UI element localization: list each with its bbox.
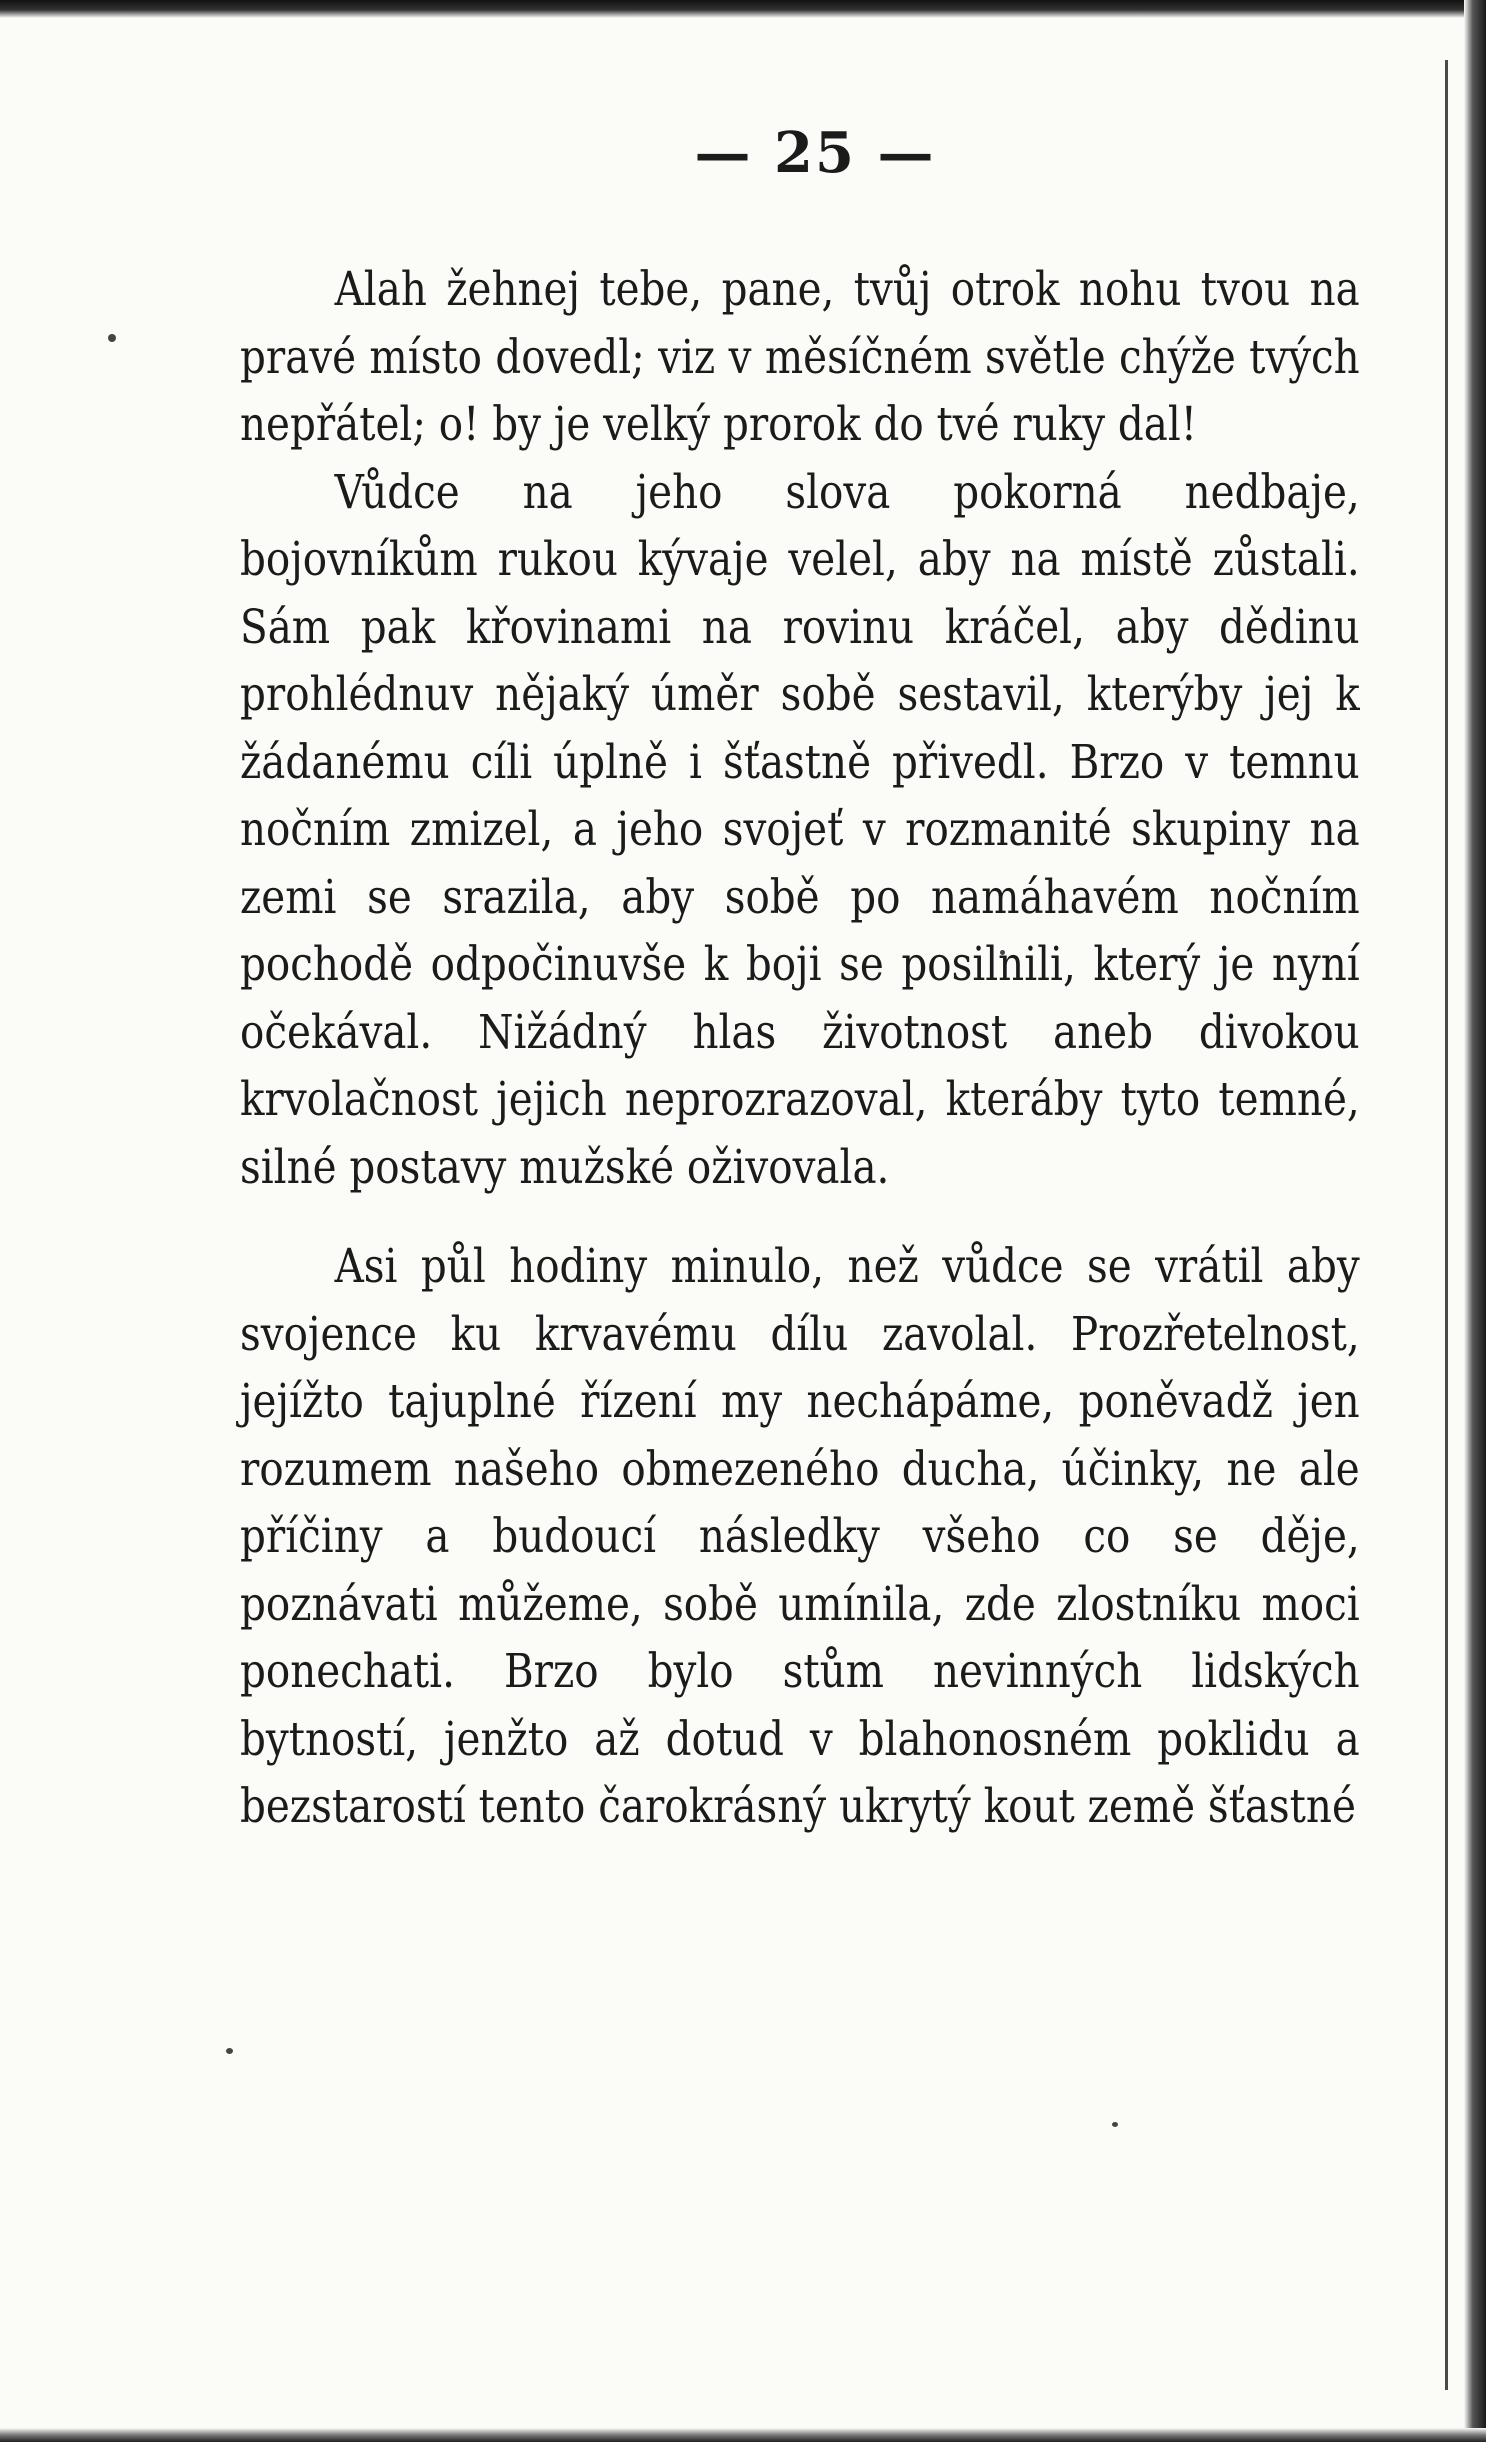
paragraph-2: Vůdce na jeho slova pokorná nedbaje, bojovníkům rukou kývaje velel, aby na místě zůstali. Sám pak křovinami na rovinu kráčel, aby dědinu prohlédnuv nějaký úměr sobě sestavil, kterýby jej k žádanému cíli úplně i šťastně přivedl. Brzo v temnu nočním zmizel, a jeho svojeť v rozmanité skupiny na zemi se srazila, aby sobě po namáhavém nočním pochodě odpočinuvše k boji se posilnili, který je nyní očekával. Nižádný hlas životnost aneb divokou krvolačnost jejich neprozrazoval, kteráby tyto temné, silné postavy mužské oživovala. [240,464,1360,1195]
scan-edge-top [0,0,1486,18]
scan-edge-bottom [0,2428,1486,2442]
book-page [240,120,1360,1841]
scan-speck [1112,2122,1118,2127]
paragraph-3: Asi půl hodiny minulo, než vůdce se vrátil aby svojence ku krvavému dílu zavolal. Prozřetelnost, jejížto tajuplné řízení my nechápáme, poněvadž jen rozumem našeho obmezeného ducha, účinky, ne ale příčiny a budoucí následky všeho co se děje, poznávati můžeme, sobě umínila, zde zlostníku moci ponechati. Brzo bylo stům nevinných lidských bytností, jenžto až dotud v blahonosném poklidu a bezstarostí tento čarokrásný ukrytý kout země šťastné [240,1239,1360,1834]
paragraph-1: Alah žehnej tebe, pane, tvůj otrok nohu tvou na pravé místo dovedl; viz v měsíčném světle chýže tvých nepřátel; o! by je velký prorok do tvé ruky dal! [240,262,1360,452]
scan-edge-line [1445,60,1448,2390]
page-number: — 25 — [694,120,936,186]
scan-speck [108,334,116,342]
scan-speck [226,2048,233,2054]
scan-edge-right [1464,0,1486,2442]
